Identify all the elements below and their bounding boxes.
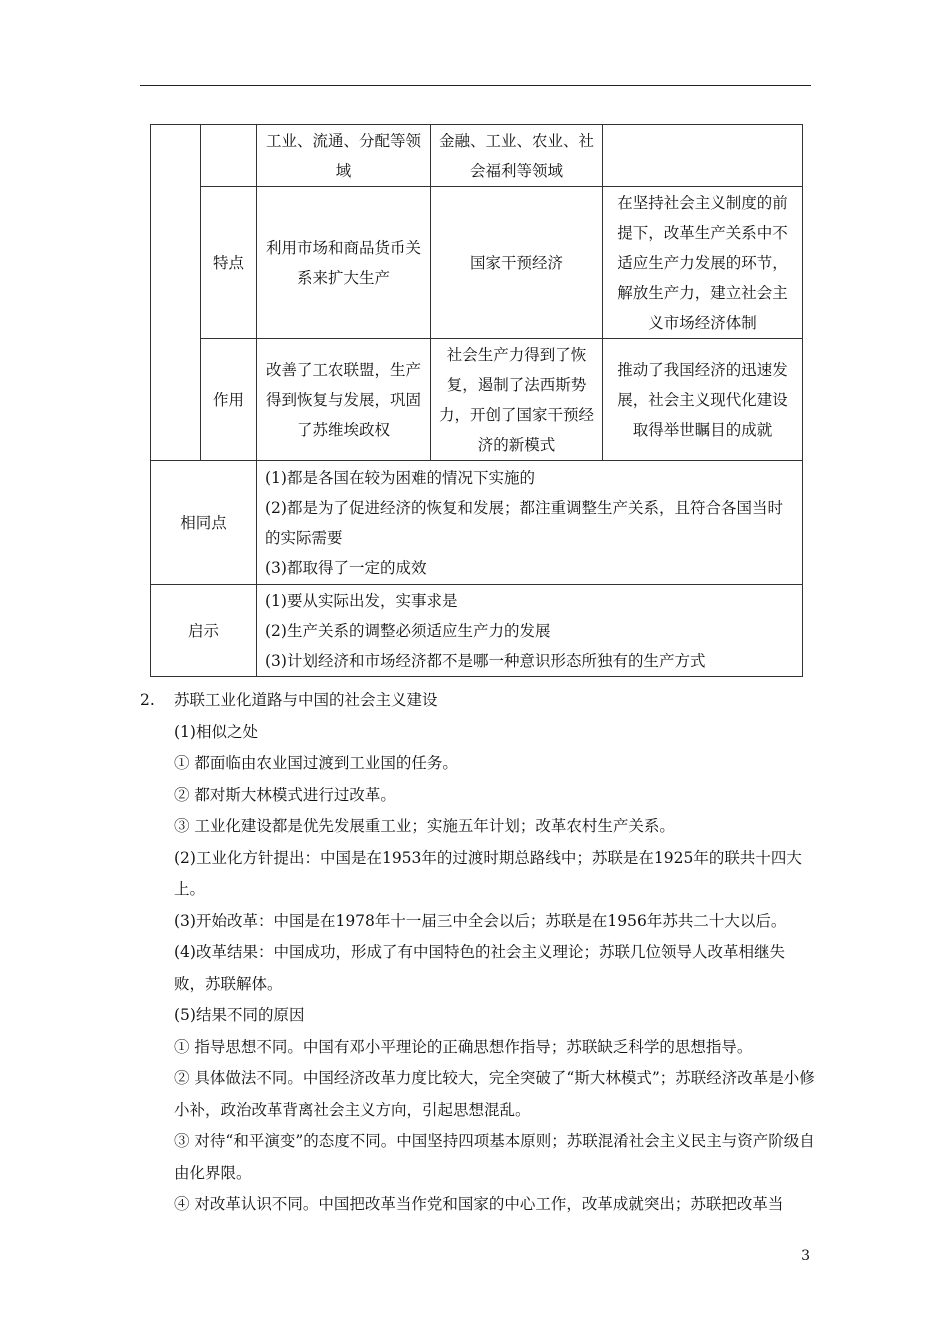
table-row [151, 461, 803, 585]
similarities-cell [257, 461, 803, 585]
paragraph: ① 都面临由农业国过渡到工业国的任务。 [174, 754, 458, 772]
comparison-table [150, 124, 803, 677]
row-label-insights: 启示 [151, 585, 257, 677]
table-cell: 推动了我国经济的迅速发展，社会主义现代化建设取得举世瞩目的成就 [603, 339, 803, 461]
paragraph: ③ 对待“和平演变”的态度不同。中国坚持四项基本原则；苏联混淆社会主义民主与资产阶级自由化界限。 [174, 1132, 815, 1182]
table-cell-empty [151, 125, 201, 461]
section-heading [140, 685, 815, 717]
header-rule [140, 85, 811, 86]
section-title: 苏联工业化道路与中国的社会主义建设 [174, 691, 438, 709]
table-row [151, 339, 803, 461]
paragraph: (4)改革结果：中国成功，形成了有中国特色的社会主义理论；苏联几位领导人改革相继失败，苏联解体。 [174, 943, 785, 993]
section-2 [140, 685, 815, 1221]
insights-cell [257, 585, 803, 677]
table-cell [603, 125, 803, 187]
similarity-item: (2)都是为了促进经济的恢复和发展；都注重调整生产关系，且符合各国当时的实际需要 [265, 498, 783, 547]
table-cell: 社会生产力得到了恢复，遏制了法西斯势力，开创了国家干预经济的新模式 [431, 339, 603, 461]
paragraph: (2)工业化方针提出：中国是在1953年的过渡时期总路线中；苏联是在1925年的联共十四大上。 [174, 848, 802, 898]
paragraph: (1)相似之处 [174, 722, 258, 741]
similarity-item: (1)都是各国在较为困难的情况下实施的 [265, 468, 535, 487]
row-label [201, 125, 257, 187]
table-row [151, 585, 803, 677]
table-row [151, 125, 803, 187]
page-number: 3 [801, 1248, 810, 1264]
table-row [151, 187, 803, 339]
paragraph: ③ 工业化建设都是优先发展重工业；实施五年计划；改革农村生产关系。 [174, 817, 675, 835]
insight-item: (3)计划经济和市场经济都不是哪一种意识形态所独有的生产方式 [265, 651, 706, 670]
table-cell: 国家干预经济 [431, 187, 603, 339]
row-label-features: 特点 [201, 187, 257, 339]
paragraph: ① 指导思想不同。中国有邓小平理论的正确思想作指导；苏联缺乏科学的思想指导。 [174, 1037, 753, 1056]
row-label-effects: 作用 [201, 339, 257, 461]
row-label-similarities: 相同点 [151, 461, 257, 585]
paragraph: (5)结果不同的原因 [174, 1006, 305, 1024]
paragraph: (3)开始改革：中国是在1978年十一届三中全会以后；苏联是在1956年苏共二十大以后。 [174, 911, 787, 930]
paragraph: ② 都对斯大林模式进行过改革。 [174, 785, 396, 804]
paragraph: ② 具体做法不同。中国经济改革力度比较大，完全突破了“斯大林模式”；苏联经济改革是小修小补，政治改革背离社会主义方向，引起思想混乱。 [174, 1069, 815, 1119]
paragraph: ④ 对改革认识不同。中国把改革当作党和国家的中心工作，改革成就突出；苏联把改革当 [174, 1195, 784, 1213]
table-cell: 金融、工业、农业、社会福利等领域 [431, 125, 603, 187]
insight-item: (1)要从实际出发，实事求是 [265, 591, 458, 610]
table-cell: 在坚持社会主义制度的前提下，改革生产关系中不适应生产力发展的环节，解放生产力，建立社会主义市场经济体制 [603, 187, 803, 339]
table-cell: 工业、流通、分配等领域 [257, 125, 431, 187]
similarity-item: (3)都取得了一定的成效 [265, 558, 427, 577]
table-cell: 利用市场和商品货币关系来扩大生产 [257, 187, 431, 339]
insight-item: (2)生产关系的调整必须适应生产力的发展 [265, 621, 551, 640]
section-number: 2. [140, 691, 155, 709]
table-cell: 改善了工农联盟，生产得到恢复与发展，巩固了苏维埃政权 [257, 339, 431, 461]
